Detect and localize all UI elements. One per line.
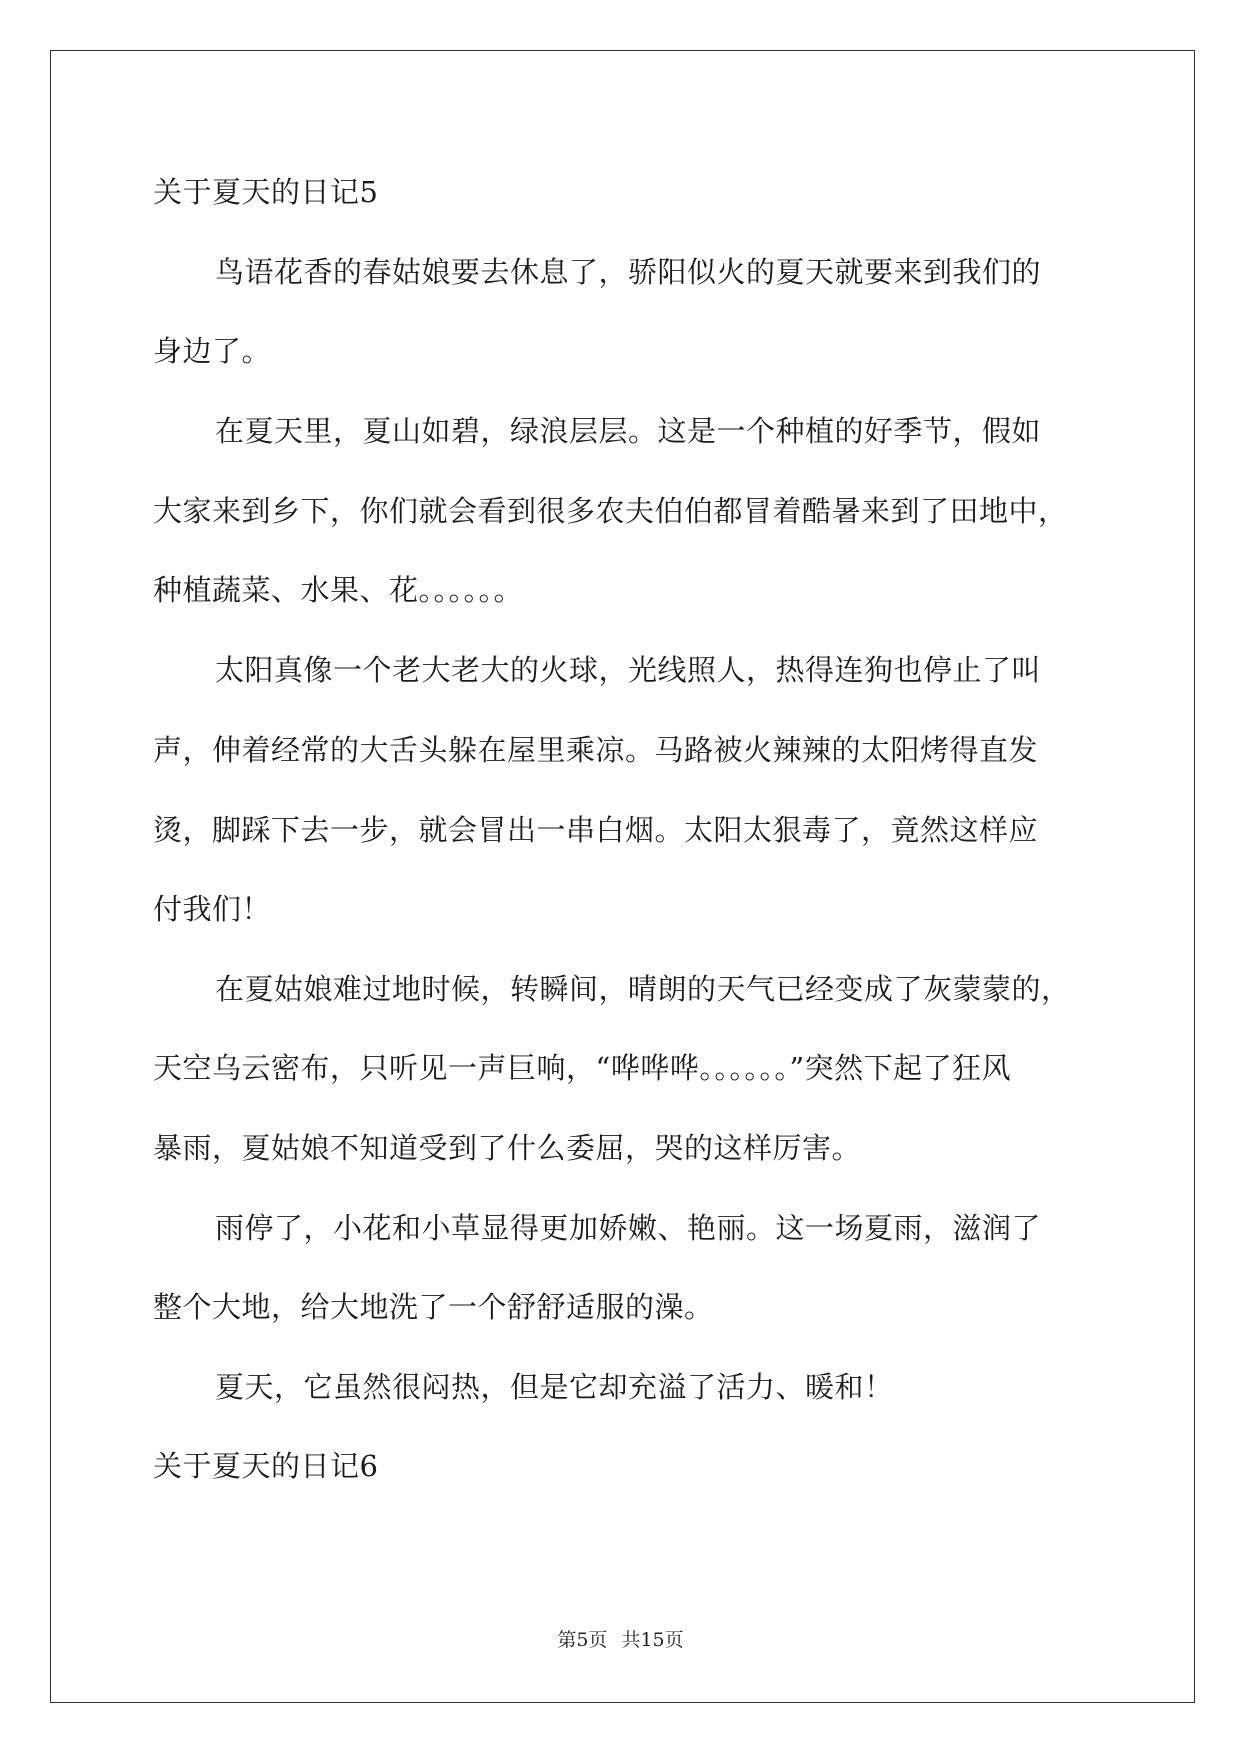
paragraph-line: 在夏天里，夏山如碧，绿浪层层。这是一个种植的好季节，假如 (215, 414, 1042, 448)
paragraph-line: 大家来到乡下，你们就会看到很多农夫伯伯都冒着酷暑来到了田地中， (153, 494, 1068, 528)
page-number-current: 第5页 (557, 1629, 608, 1651)
paragraph-line: 整个大地，给大地洗了一个舒舒适服的澡。 (153, 1290, 714, 1324)
paragraph-line: 在夏姑娘难过地时候，转瞬间，晴朗的天气已经变成了灰蒙蒙的， (215, 972, 1071, 1006)
section-title: 关于夏天的日记6 (153, 1449, 379, 1483)
paragraph-line: 雨停了，小花和小草显得更加娇嫩、艳丽。这一场夏雨，滋润了 (215, 1211, 1042, 1245)
paragraph-line: 付我们！ (153, 892, 272, 926)
page-footer (0, 1628, 1241, 1652)
paragraph-line: 鸟语花香的春姑娘要去休息了，骄阳似火的夏天就要来到我们的 (215, 255, 1042, 289)
paragraph-line: 声，伸着经常的大舌头躲在屋里乘凉。马路被火辣辣的太阳烤得直发 (153, 733, 1039, 767)
section-title: 关于夏天的日记5 (153, 175, 379, 209)
paragraph-line: 烫，脚踩下去一步，就会冒出一串白烟。太阳太狠毒了，竟然这样应 (153, 813, 1039, 847)
paragraph-line: 暴雨，夏姑娘不知道受到了什么委屈，哭的这样厉害。 (153, 1131, 862, 1165)
paragraph-line: 天空乌云密布，只听见一声巨响，“哗哗哗。。。。。。”突然下起了狂风 (153, 1051, 1012, 1085)
paragraph-line: 身边了。 (153, 334, 272, 368)
paragraph-line: 太阳真像一个老大老大的火球，光线照人，热得连狗也停止了叫 (215, 653, 1042, 687)
paragraph-line: 夏天，它虽然很闷热，但是它却充溢了活力、暖和！ (215, 1370, 894, 1404)
page-number-total: 共15页 (621, 1629, 684, 1651)
paragraph-line: 种植蔬菜、水果、花。。。。。。 (153, 573, 524, 607)
